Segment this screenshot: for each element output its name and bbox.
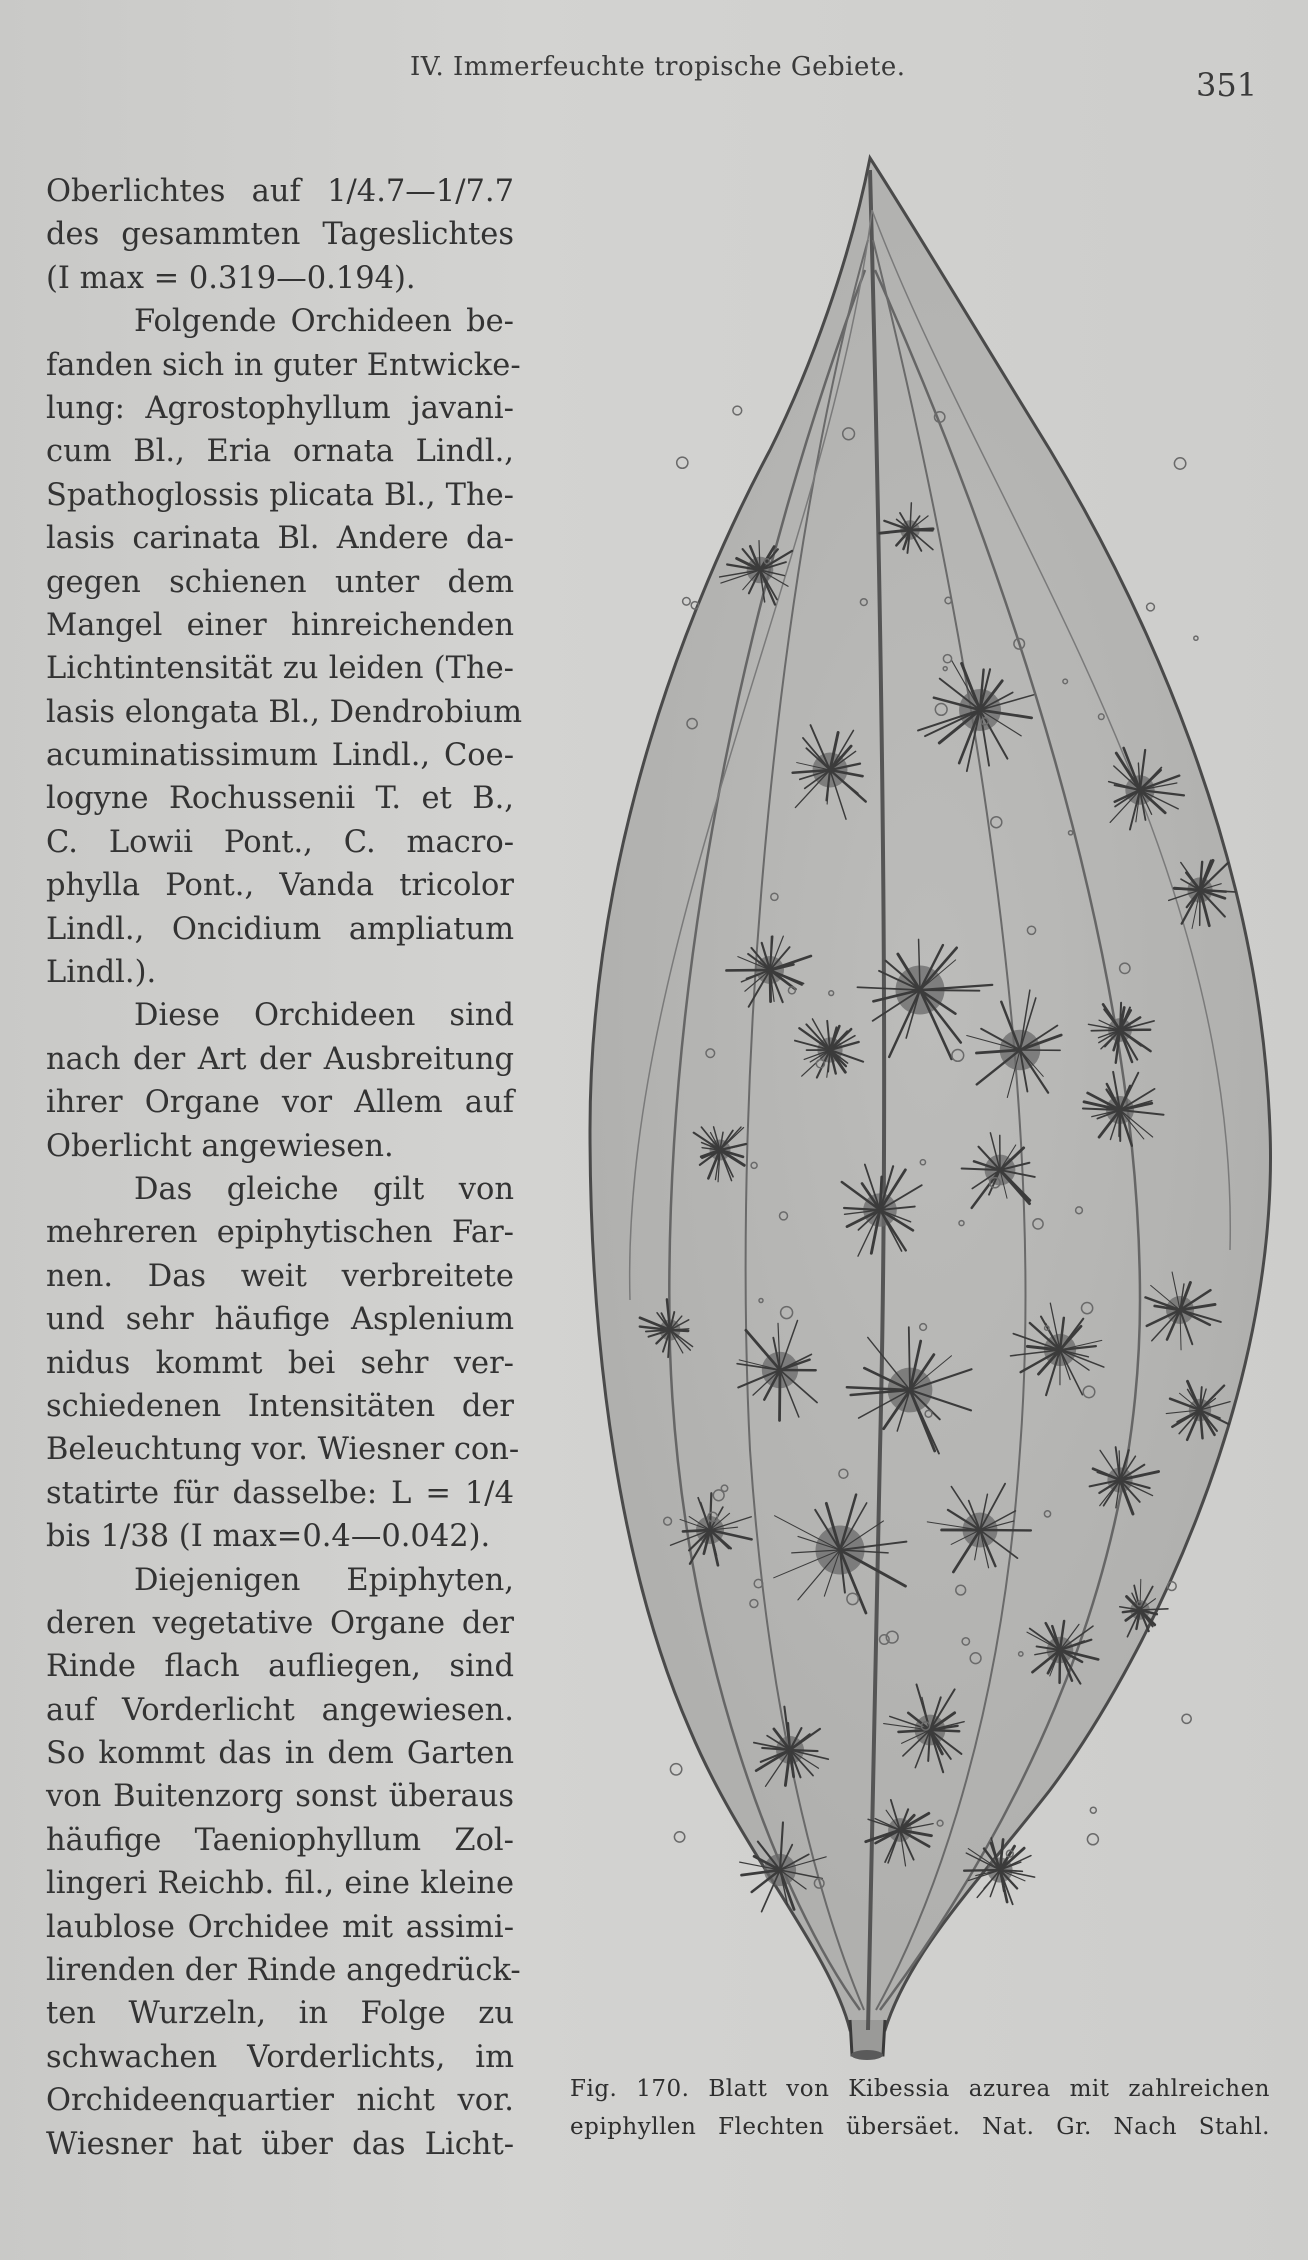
body-text-line: Das gleiche gilt von [134,1171,514,1207]
body-text-line: Oberlicht angewiesen. [46,1128,394,1164]
body-text-line: des gesammten Tageslichtes [46,217,514,253]
body-text-line: ten Wurzeln, in Folge zu [46,1996,514,2032]
body-text-line: Oberlichtes auf 1/4.7—1/7.7 [46,174,514,209]
body-text-line: C. Lowii Pont., C. macro- [46,824,514,860]
running-title: IV. Immerfeuchte tropische Gebiete. [410,52,906,82]
body-text-line: lung: Agrostophyllum javani- [46,390,514,426]
lichen-speck [670,1764,681,1775]
body-text-line: auf Vorderlicht angewiesen. [46,1692,514,1728]
body-text-line: Orchideenquartier nicht vor. [46,2083,514,2119]
body-text-line: nach der Art der Ausbreitung [46,1041,514,1077]
body-text-line: Lichtintensität zu leiden (The- [46,651,514,687]
body-text-line: mehreren epiphytischen Far- [46,1215,514,1251]
petiole-end [851,2050,883,2060]
body-text-line: fanden sich in guter Entwicke- [46,347,521,383]
body-text-line: nen. Das weit verbreitete [46,1258,514,1294]
body-text-line: deren vegetative Organe der [46,1605,514,1641]
caption-line: epiphyllen Flechten übersäet. Nat. Gr. Nach Stahl. [570,2114,1270,2140]
body-text-line: Diejenigen Epiphyten, [134,1562,514,1598]
lichen-speck [1182,1714,1191,1723]
body-text-line: cum Bl., Eria ornata Lindl., [46,434,514,470]
leaf-blade [590,158,1271,2030]
lichen-speck [1194,636,1198,640]
body-text-line: schiedenen Intensitäten der [46,1388,514,1424]
body-text-line: Rinde flach aufliegen, sind [46,1649,514,1685]
leaf-illustration [580,150,1280,2060]
lichen-speck [1174,458,1185,469]
body-text-line: Spathoglossis plicata Bl., The- [46,477,514,513]
body-text-line: nidus kommt bei sehr ver- [46,1345,514,1381]
caption-line: Fig. 170. Blatt von Kibessia azurea mit zahlreichen [570,2076,1270,2102]
body-text-line: Lindl., Oncidium ampliatum [46,911,514,947]
lichen-speck [1147,603,1155,611]
body-text-line: Wiesner hat über das Licht- [46,2126,514,2162]
body-text-line: Diese Orchideen sind [134,998,514,1034]
body-text-line: logyne Rochussenii T. et B., [46,781,514,817]
body-text-line: bis 1/38 (I max=0.4—0.042). [46,1519,491,1555]
body-text-line: und sehr häufige Asplenium [46,1302,514,1338]
body-text-line: acuminatissimum Lindl., Coe- [46,738,514,774]
leaf-drawing [580,150,1280,2060]
lichen-speck [1090,1807,1096,1813]
body-text-line: laublose Orchidee mit assimi- [46,1909,514,1945]
body-text-line: Folgende Orchideen be- [134,304,514,340]
body-text-line: lasis carinata Bl. Andere da- [46,521,514,557]
body-text-line: (I max = 0.319—0.194). [46,260,416,296]
body-text-line: phylla Pont., Vanda tricolor [46,868,514,904]
body-text-line: ihrer Organe vor Allem auf [46,1085,514,1121]
lichen-speck [683,598,691,606]
body-text-line: Mangel einer hinreichenden [46,607,514,643]
page-number: 351 [1196,66,1258,104]
body-text-line: lirenden der Rinde angedrück- [46,1953,521,1989]
body-text-column [46,170,523,2166]
body-text-line: gegen schienen unter dem [46,564,514,600]
body-text-line: lasis elongata Bl., Dendrobium [46,694,523,730]
body-text-line: lingeri Reichb. fil., eine kleine [46,1866,514,1902]
body-text-line: statirte für dasselbe: L = 1/4 [46,1475,514,1511]
body-text-line: häufige Taeniophyllum Zol- [46,1822,514,1858]
body-text-line: Lindl.). [46,955,157,991]
lichen-speck [1087,1834,1098,1845]
body-text-line: Beleuchtung vor. Wiesner con- [46,1432,520,1468]
body-text-line: von Buitenzorg sonst überaus [46,1779,514,1815]
body-text-line: So kommt das in dem Garten [46,1736,514,1772]
figure-caption [570,2070,1270,2146]
lichen-speck [733,406,742,415]
lichen-speck [677,457,688,468]
lichen-speck [674,1832,684,1842]
body-text-line: schwachen Vorderlichts, im [46,2039,514,2075]
